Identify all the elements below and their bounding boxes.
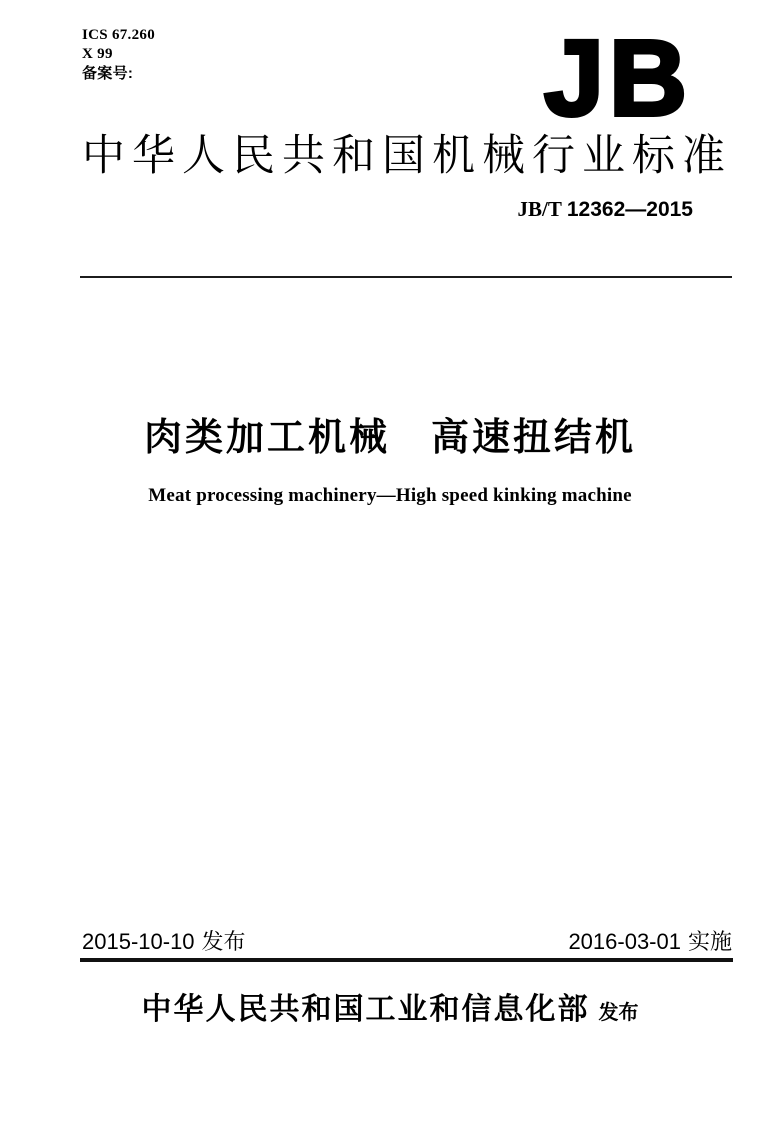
- implementation-label: 实施: [687, 929, 732, 954]
- footer-dates-row: [82, 929, 732, 955]
- jb-logo: JB: [543, 17, 692, 138]
- standard-number: [518, 197, 693, 222]
- publisher-line: [0, 984, 780, 1028]
- document-title-cn: 肉类加工机械 高速扭结机: [143, 417, 636, 459]
- ics-code: ICS 67.260: [82, 27, 156, 43]
- document-title-en: Meat processing machinery—High speed kinking machine: [148, 485, 632, 506]
- release-date-group: [82, 929, 246, 955]
- release-date: 2015-10-10: [82, 929, 195, 954]
- header-divider: [80, 276, 732, 278]
- footer-divider: [80, 958, 733, 962]
- standard-number-prefix: JB/T: [517, 197, 562, 221]
- standard-number-value: 12362—2015: [566, 198, 693, 221]
- release-label: 发布: [201, 929, 246, 954]
- publisher-name: 中华人民共和国工业和信息化部: [141, 993, 590, 1026]
- standard-category-title: 中华人民共和国机械行业标准: [82, 133, 732, 180]
- implementation-date: 2016-03-01: [568, 929, 681, 954]
- record-number-label: 备案号:: [82, 65, 134, 82]
- header-meta-block: [82, 26, 155, 83]
- classification-code: X 99: [82, 46, 113, 62]
- publisher-action-label: 发布: [598, 1002, 639, 1024]
- implementation-date-group: [568, 929, 732, 955]
